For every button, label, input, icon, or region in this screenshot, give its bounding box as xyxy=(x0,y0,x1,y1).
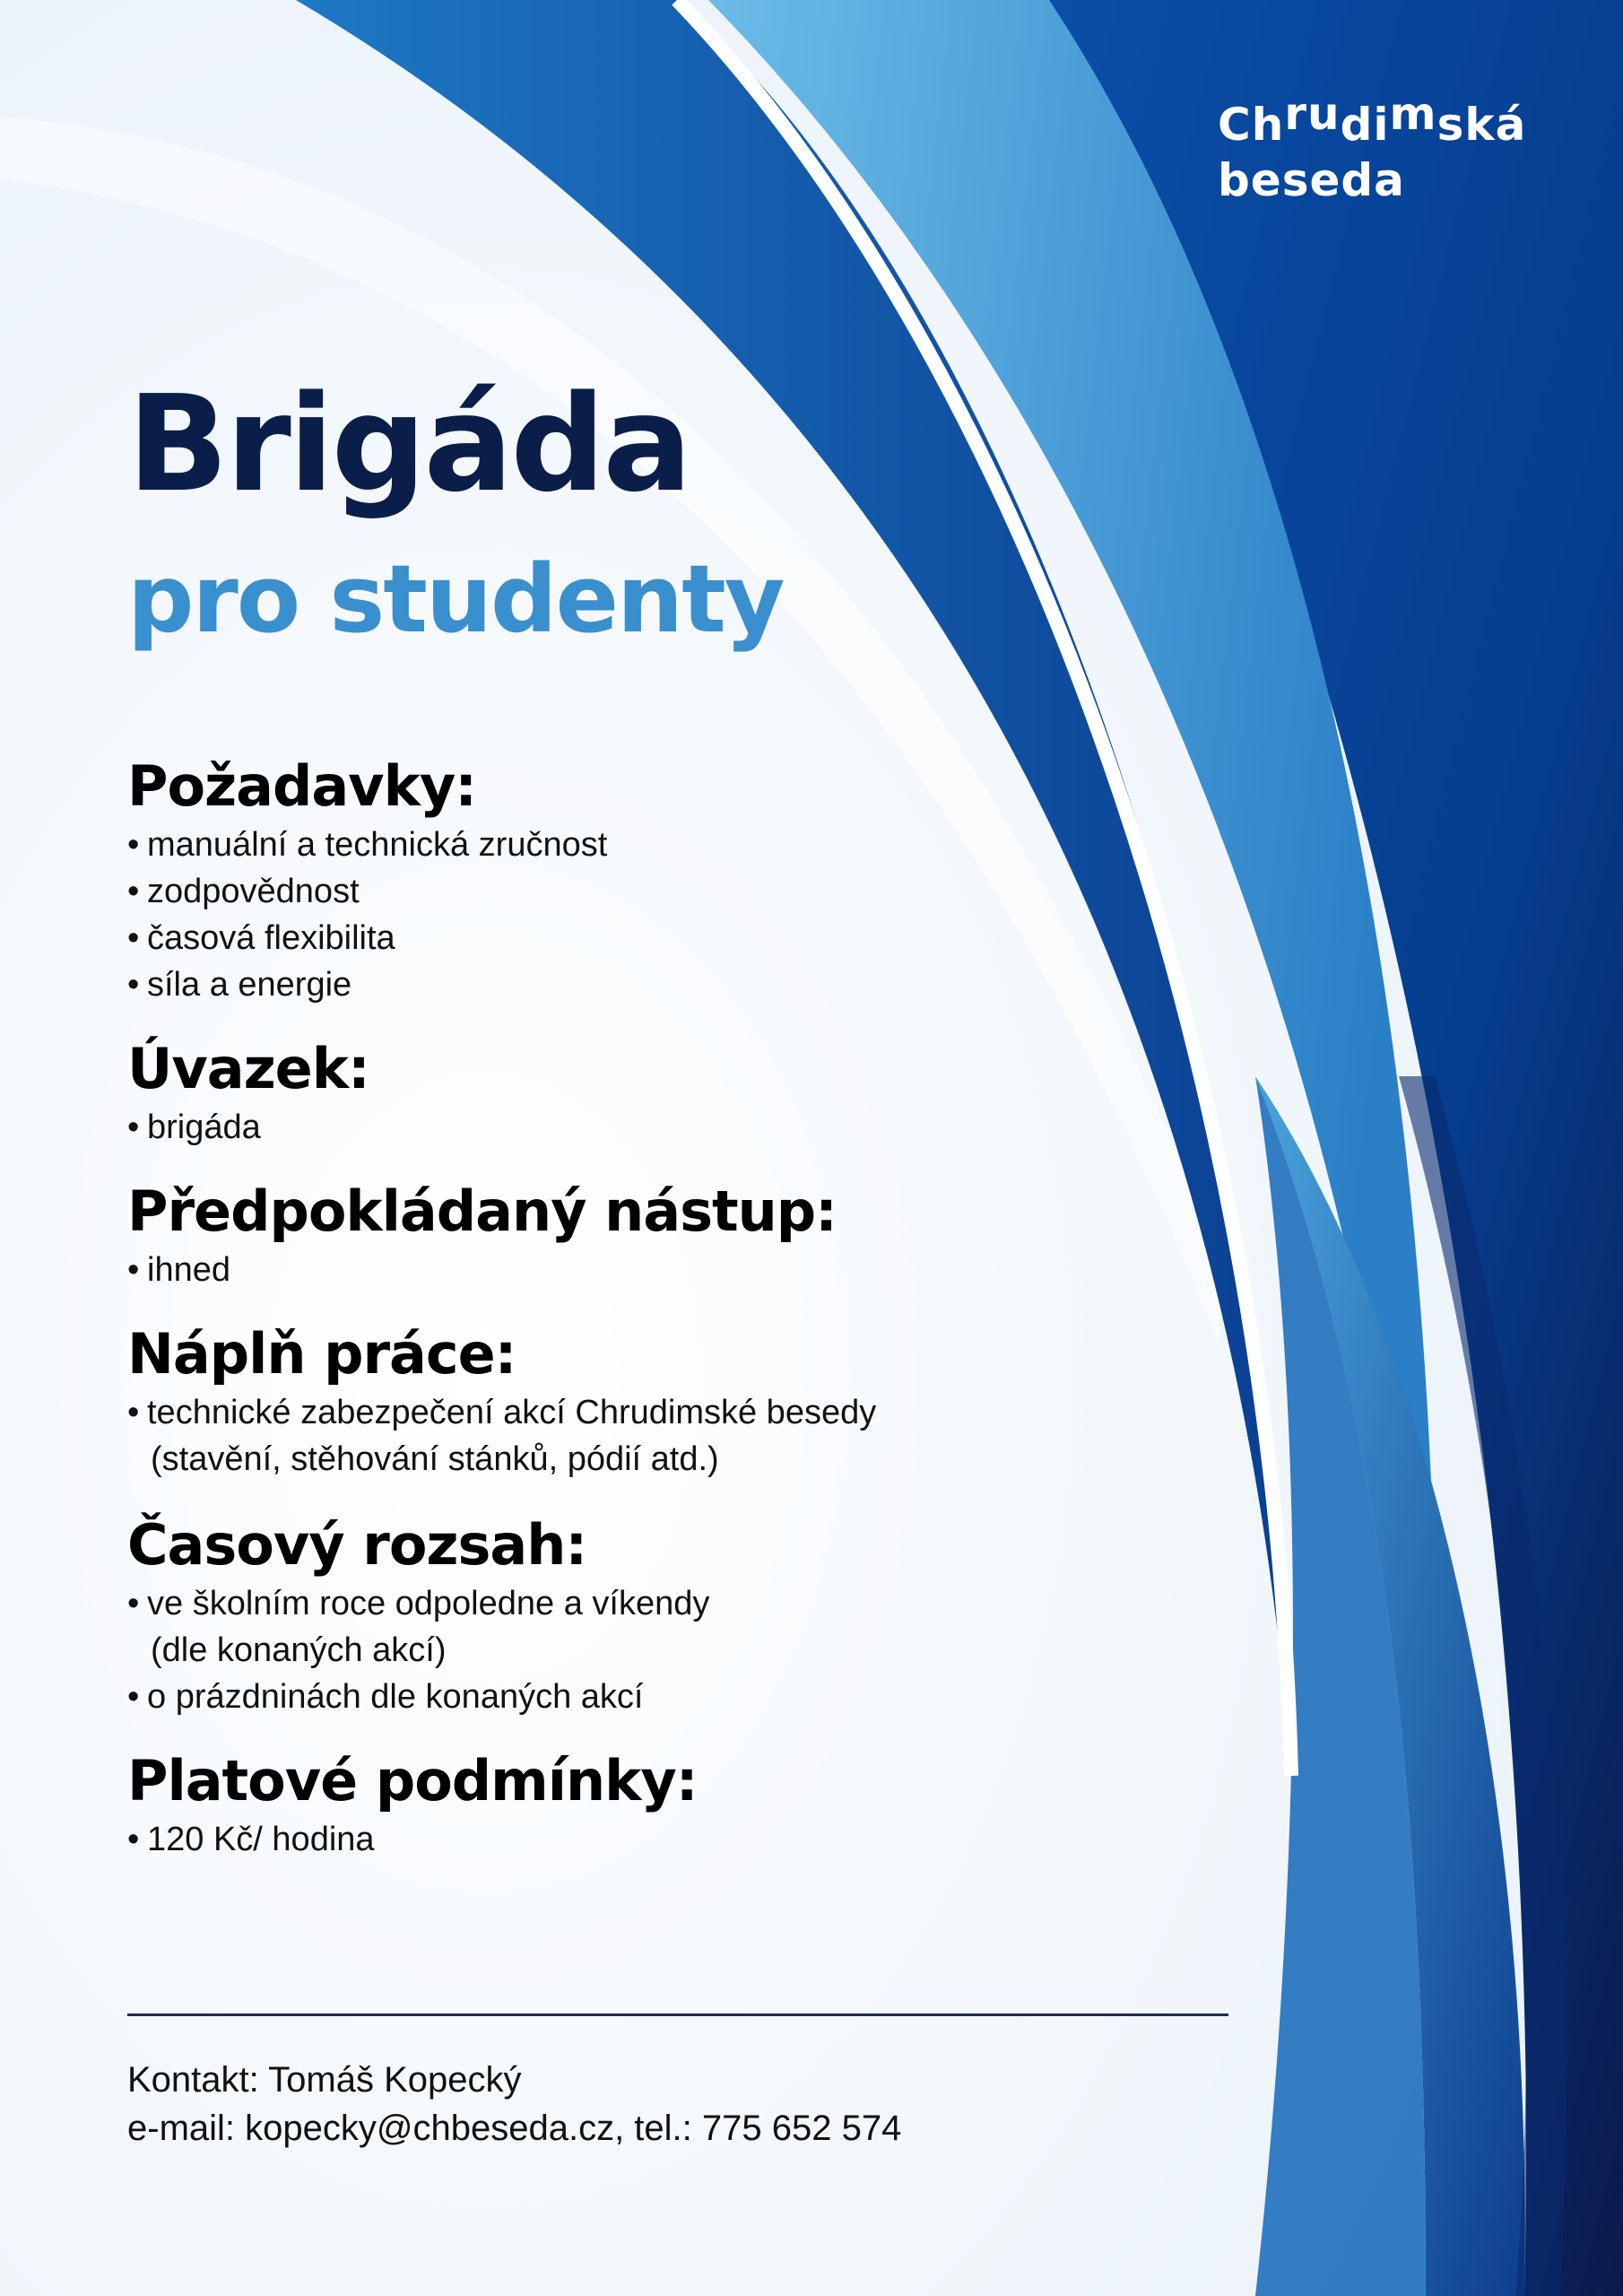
list-item xyxy=(127,1674,709,1720)
job-description-list xyxy=(127,1389,876,1483)
logo-part: m xyxy=(1389,88,1437,140)
list-item xyxy=(127,1816,698,1863)
bullet: • xyxy=(127,1394,140,1431)
section-start-date xyxy=(127,1177,837,1293)
list-item-text: technické zabezpečení akcí Chrudimské besedy xyxy=(147,1394,877,1431)
bullet: • xyxy=(127,966,140,1004)
section-heading: Úvazek: xyxy=(127,1036,369,1101)
list-item-continuation: (stavění, stěhování stánků, pódií atd.) xyxy=(151,1440,719,1478)
bullet: • xyxy=(127,1821,140,1858)
logo-line-2: beseda xyxy=(1218,154,1405,206)
list-item xyxy=(127,1104,369,1151)
section-heading: Předpokládaný nástup: xyxy=(127,1178,837,1244)
bullet: • xyxy=(127,1585,140,1622)
section-workload xyxy=(127,1034,369,1151)
list-item-text: ihned xyxy=(147,1251,230,1289)
list-item xyxy=(127,1389,876,1436)
list-item xyxy=(127,961,607,1008)
list-item xyxy=(127,915,607,961)
list-item-text: 120 Kč/ hodina xyxy=(147,1821,375,1858)
list-item-text: časová flexibilita xyxy=(147,919,395,957)
section-heading: Platové podmínky: xyxy=(127,1748,698,1813)
divider xyxy=(127,2013,1228,2016)
list-item-text: ve školním roce odpoledne a víkendy xyxy=(147,1585,710,1622)
list-item-text: brigáda xyxy=(147,1109,261,1146)
section-requirements xyxy=(127,752,607,1008)
bullet: • xyxy=(127,826,140,864)
logo-line-1 xyxy=(1218,88,1527,152)
time-range-list xyxy=(127,1580,709,1720)
workload-list xyxy=(127,1104,369,1151)
list-item xyxy=(127,1580,709,1627)
requirements-list xyxy=(127,822,607,1008)
list-item xyxy=(127,868,607,915)
list-item xyxy=(127,822,607,868)
section-time-range xyxy=(127,1510,709,1720)
bullet: • xyxy=(127,1251,140,1289)
contact-person: Kontakt: Tomáš Kopecký xyxy=(127,2060,522,2100)
start-date-list xyxy=(127,1247,837,1293)
logo-part: Ch xyxy=(1218,99,1285,151)
bullet: • xyxy=(127,919,140,957)
list-item-text: o prázdninách dle konaných akcí xyxy=(147,1678,644,1716)
section-job-description xyxy=(127,1319,876,1483)
logo-part: di xyxy=(1340,99,1390,151)
list-item-text: síla a energie xyxy=(147,966,352,1004)
logo-part: ská xyxy=(1436,99,1527,151)
list-item-text: zodpovědnost xyxy=(147,873,360,910)
list-item-text: manuální a technická zručnost xyxy=(147,826,608,864)
section-heading: Požadavky: xyxy=(127,753,477,819)
section-heading: Časový rozsah: xyxy=(127,1512,587,1578)
section-salary xyxy=(127,1746,698,1863)
contact-info xyxy=(127,2056,901,2152)
bullet: • xyxy=(127,1109,140,1146)
page-title: Brigáda xyxy=(127,367,690,521)
chrudimska-beseda-logo xyxy=(1218,88,1527,208)
list-item xyxy=(127,1247,837,1293)
salary-list xyxy=(127,1816,698,1863)
list-item-continuation: (dle konaných akcí) xyxy=(151,1631,447,1669)
bullet: • xyxy=(127,873,140,910)
section-heading: Náplň práce: xyxy=(127,1321,516,1387)
bullet: • xyxy=(127,1678,140,1716)
contact-email-phone: e-mail: kopecky@chbeseda.cz, tel.: 775 652 574 xyxy=(127,2109,902,2148)
page-subtitle: pro studenty xyxy=(127,544,784,654)
logo-part: ru xyxy=(1284,88,1341,140)
